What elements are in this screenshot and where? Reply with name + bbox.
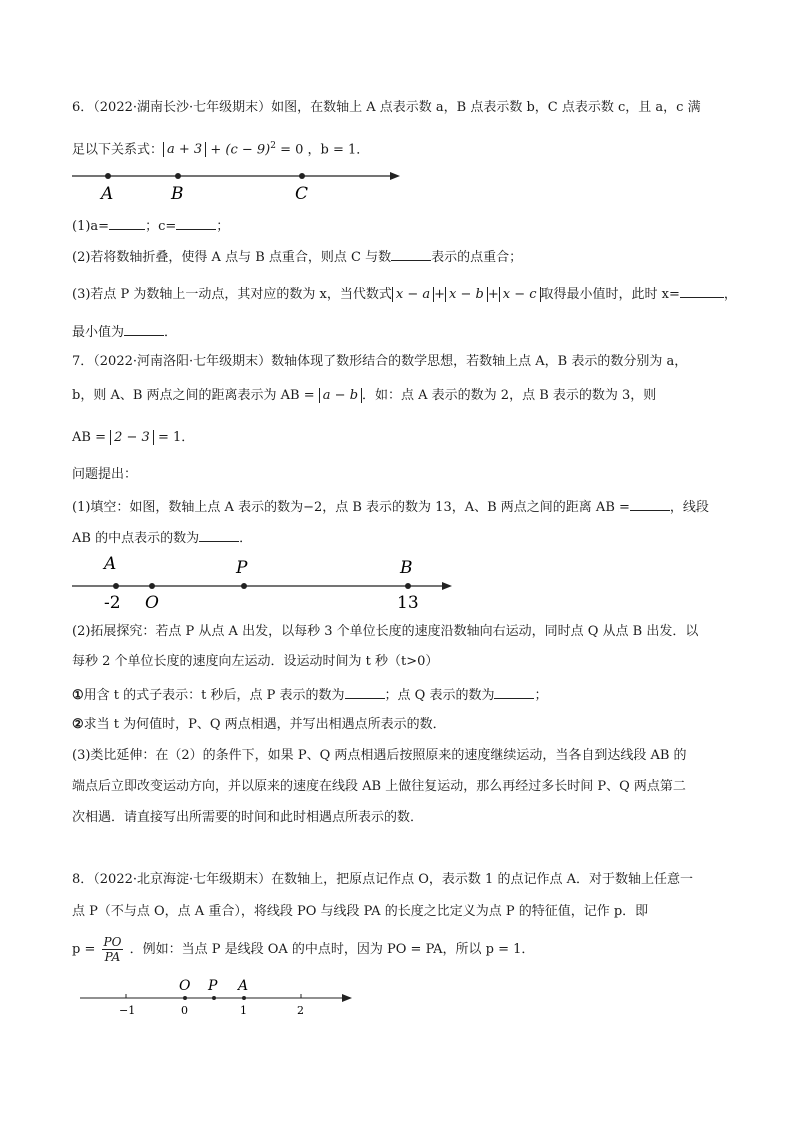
q7-line-2: b，则 A、B 两点之间的距离表示为 AB = a − b ．如：点 A 表示的数为 2，点 B 表示的数为 3，则 (72, 388, 657, 403)
q7-part-3-cont1: 端点后立即改变运动方向，并以原来的速度在线段 AB 上做往复运动，那么再经过多长时间 P、Q 两点第二 (72, 779, 686, 794)
q7-part-1: (1)填空：如图，数轴上点 A 表示的数为−2，点 B 表示的数为 13，A、B 两点之间的距离 AB = ，线段 (72, 496, 709, 518)
q7-heading: 问题提出： (72, 467, 138, 482)
q6-part-2: (2)若将数轴折叠，使得 A 点与 B 点重合，则点 C 与数 表示的点重合； (72, 246, 522, 268)
q7-part-2-cont: 每秒 2 个单位长度的速度向左运动．设运动时间为 t 秒（t>0） (72, 654, 439, 669)
label-p: P (236, 558, 248, 578)
tick-minus-1: −1 (119, 1004, 136, 1017)
tick-2: 2 (297, 1004, 304, 1017)
point-a (242, 996, 246, 1000)
q7-part-3: (3)类比延伸：在（2）的条件下，如果 P、Q 两点相遇后按照原来的速度继续运动，当各自到达线段 AB 的 (72, 748, 687, 763)
q7-part-3-cont2: 次相遇．请直接写出所需要的时间和此时相遇点所表示的数． (72, 810, 424, 825)
label-a: A (101, 184, 114, 204)
tick-1: 1 (240, 1004, 247, 1017)
point-o (183, 996, 187, 1000)
q6-part-3: (3)若点 P 为数轴上一动点，其对应的数为 x，当代数式 x − a + x − b + x − c 取得最小值时，此时 x= ， (72, 283, 737, 305)
q7-line-3: AB = 2 − 3 = 1． (72, 430, 195, 445)
q6-part-3-cont: 最小值为 ． (72, 321, 177, 343)
q7-line-1: 7．（2022·河南洛阳·七年级期末）数轴体现了数形结合的数学思想，若数轴上点 A，B 表示的数分别为 a， (72, 354, 688, 369)
fraction: $\frac{PO}{PA}$ (103, 935, 122, 964)
label-p: P (208, 978, 218, 994)
label-a: A (238, 978, 249, 994)
label-13: 13 (397, 593, 419, 613)
q8-line-1: 8．（2022·北京海淀·七年级期末）在数轴上，把原点记作点 O，表示数 1 的点记作点 A．对于数轴上任意一 (72, 872, 693, 887)
q7-part-2-sub2: ②求当 t 为何值时，P、Q 两点相遇，并写出相遇点所表示的数． (72, 717, 446, 732)
q8-line-3: p = $\frac{PO}{PA}$ ．例如：当点 P 是线段 OA 的中点时，因为 PO = PA，所以 p = 1． (72, 935, 535, 964)
label-b: B (400, 558, 413, 578)
arrow-icon (342, 994, 352, 1002)
q7-part-1-cont: AB 的中点表示的数为 ． (72, 527, 252, 549)
q8-line-2: 点 P（不与点 O，点 A 重合），将线段 PO 与线段 PA 的长度之比定义为点 P 的特征值，记作 p．即 (72, 904, 649, 919)
tick-0: 0 (181, 1004, 188, 1017)
label-o: O (145, 593, 159, 613)
q6-part-1: (1)a= ；c= ； (72, 215, 229, 237)
q6-line-1: 6．（2022·湖南长沙·七年级期末）如图，在数轴上 A 点表示数 a，B 点表示数 b，C 点表示数 c，且 a，c 满 (72, 100, 701, 115)
point-p (212, 996, 216, 1000)
label-c: C (295, 184, 309, 204)
label-b: B (171, 184, 184, 204)
label-o: O (179, 978, 191, 994)
q7-part-2: (2)拓展探究：若点 P 从点 A 出发，以每秒 3 个单位长度的速度沿数轴向右运动，同时点 Q 从点 B 出发．以 (72, 624, 699, 639)
abs-expression: a + 3 (163, 142, 206, 157)
q7-part-2-sub1: ①用含 t 的式子表示：t 秒后，点 P 表示的数为 ；点 Q 表示的数为 ； (72, 684, 547, 706)
label-minus-2: -2 (104, 593, 121, 613)
label-a: A (104, 554, 117, 574)
q6-line-2: 足以下关系式： $a + 3 + (c - 9)^2 = 0$ ，b = 1． (72, 141, 370, 158)
